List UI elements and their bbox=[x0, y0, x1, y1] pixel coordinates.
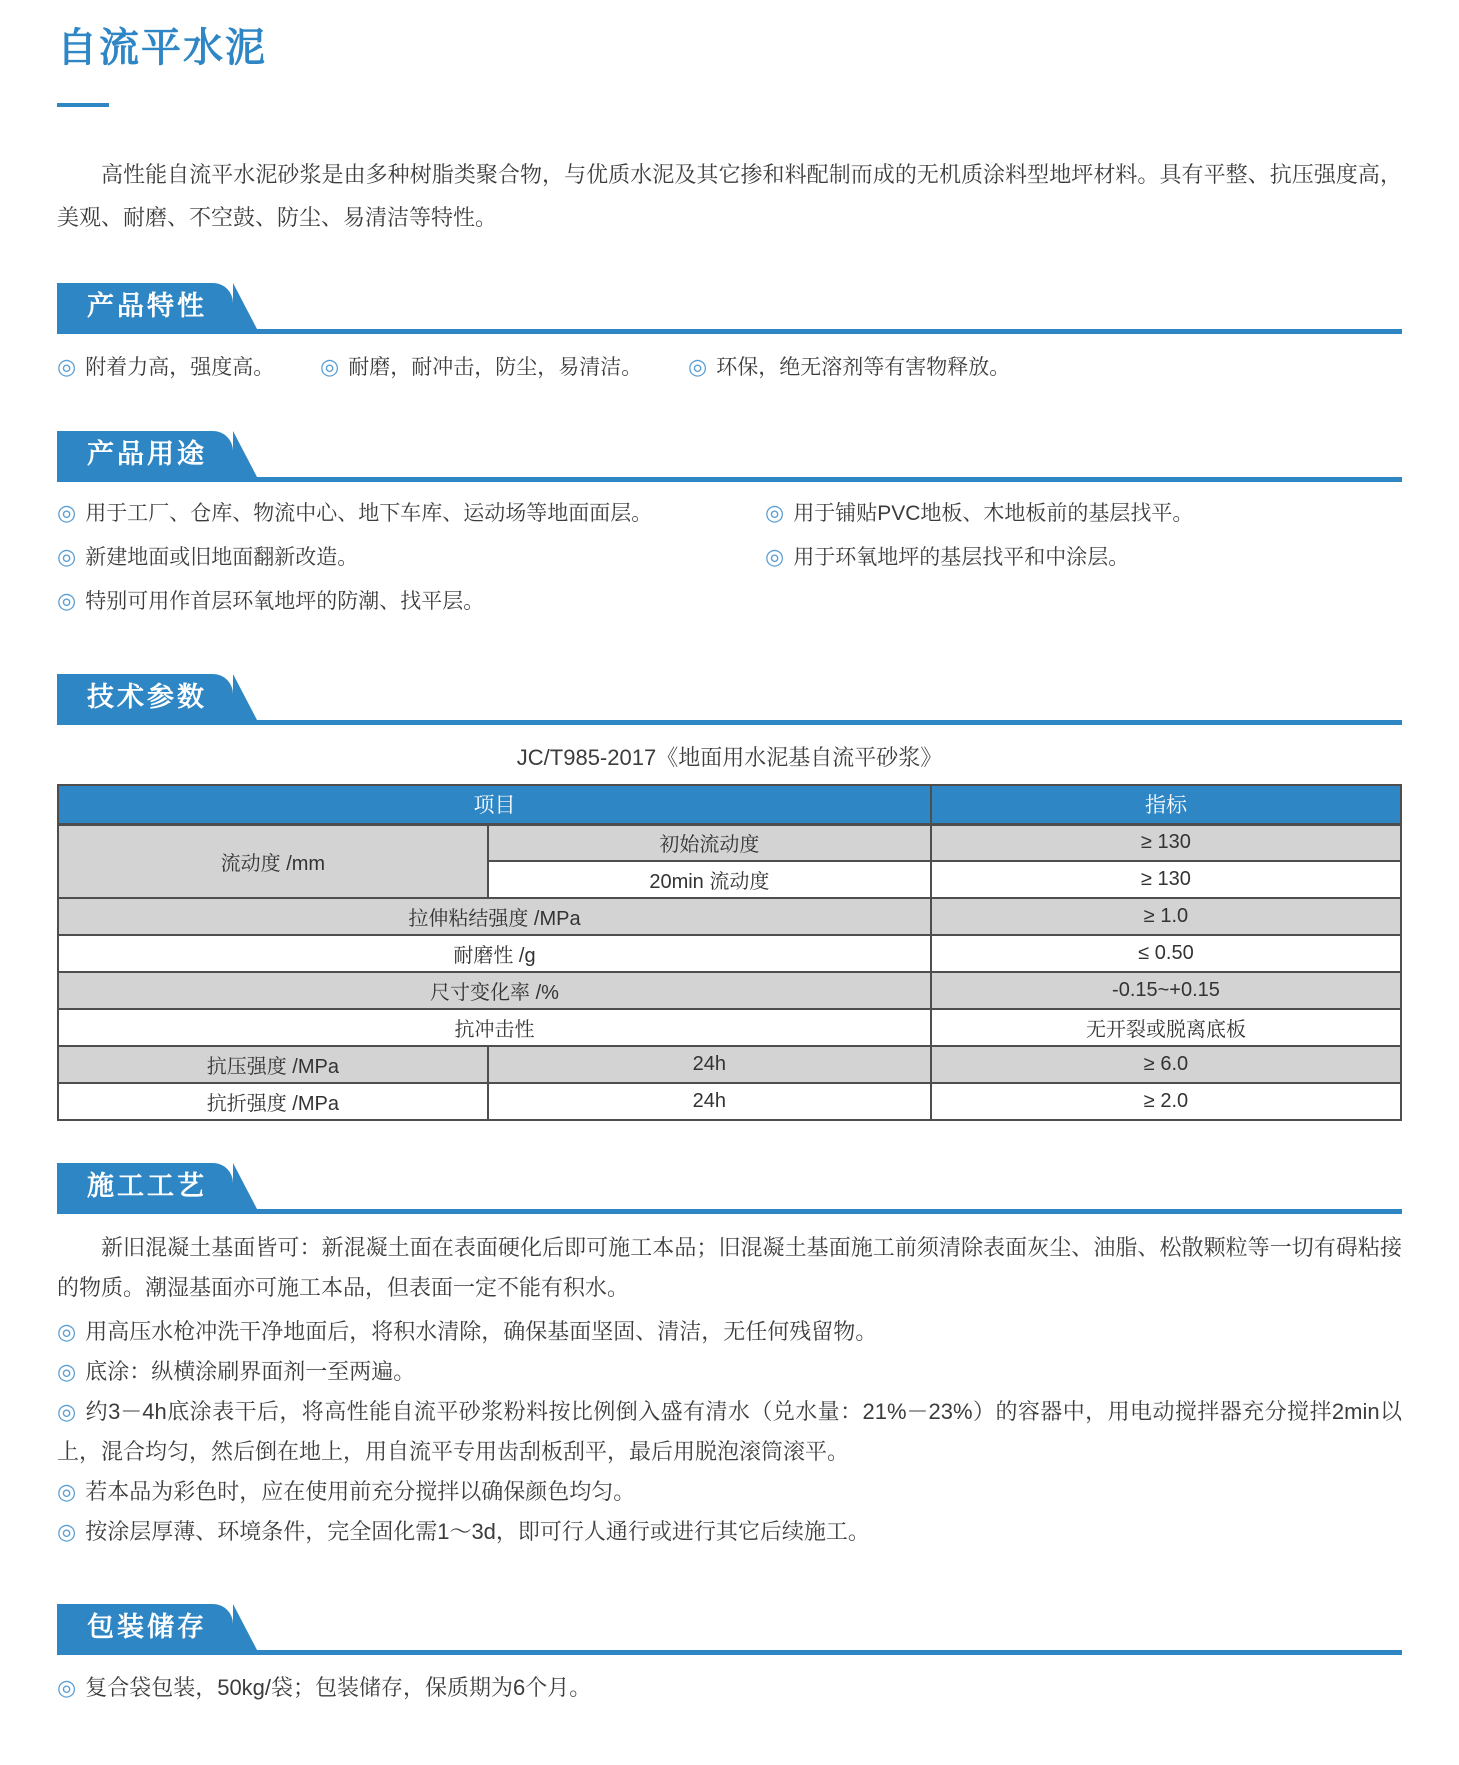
bullet-icon: ◎ bbox=[765, 544, 785, 569]
list-item-text: 用于铺贴PVC地板、木地板前的基层找平。 bbox=[793, 502, 1194, 525]
list-item-text: 特别可用作首层环氧地坪的防潮、找平层。 bbox=[85, 590, 485, 613]
list-item bbox=[57, 1312, 1402, 1352]
section-features bbox=[57, 283, 1402, 385]
list-item bbox=[57, 496, 765, 531]
section-tech-params bbox=[57, 674, 1402, 1121]
uses-column-right bbox=[765, 496, 1402, 628]
list-item-text: 若本品为彩色时，应在使用前充分搅拌以确保颜色均匀。 bbox=[85, 1479, 636, 1504]
section-heading-bar bbox=[57, 674, 1402, 725]
list-item bbox=[57, 1352, 1402, 1392]
cell-flexural-value: ≥ 2.0 bbox=[931, 1083, 1401, 1120]
section-title: 施工工艺 bbox=[87, 1171, 207, 1201]
bullet-icon: ◎ bbox=[57, 1519, 77, 1544]
table-row bbox=[58, 898, 1401, 935]
section-heading-bar bbox=[57, 1604, 1402, 1655]
section-heading-bar bbox=[57, 283, 1402, 334]
header-cell-index: 指标 bbox=[931, 785, 1401, 824]
list-item bbox=[765, 540, 1402, 575]
table-caption: JC/T985-2017《地面用水泥基自流平砂浆》 bbox=[516, 745, 943, 770]
bullet-icon: ◎ bbox=[57, 544, 77, 569]
bullet-icon: ◎ bbox=[57, 1359, 77, 1384]
table-row bbox=[58, 824, 1401, 861]
cell-abrasion: 耐磨性 /g bbox=[58, 935, 931, 972]
bullet-icon: ◎ bbox=[688, 354, 708, 379]
cell-dimension-value: -0.15~+0.15 bbox=[931, 972, 1401, 1009]
section-process bbox=[57, 1163, 1402, 1552]
cell-compressive-value: ≥ 6.0 bbox=[931, 1046, 1401, 1083]
section-tab-uses bbox=[57, 431, 233, 477]
list-item-text: 附着力高，强度高。 bbox=[85, 356, 275, 379]
table-header-row bbox=[58, 785, 1401, 824]
section-tab-process bbox=[57, 1163, 233, 1209]
bullet-icon: ◎ bbox=[57, 588, 77, 613]
list-item bbox=[57, 584, 765, 619]
page-title: 自流平水泥 bbox=[57, 26, 267, 70]
cell-dimension: 尺寸变化率 /% bbox=[58, 972, 931, 1009]
section-title: 产品用途 bbox=[87, 439, 207, 469]
list-item-text: 耐磨，耐冲击，防尘，易清洁。 bbox=[348, 356, 643, 379]
table-row bbox=[58, 935, 1401, 972]
bullet-icon: ◎ bbox=[765, 500, 785, 525]
cell-tensile-value: ≥ 1.0 bbox=[931, 898, 1401, 935]
list-item bbox=[57, 1392, 1402, 1472]
list-item bbox=[57, 1512, 1402, 1552]
bullet-icon: ◎ bbox=[57, 1479, 77, 1504]
cell-flow-later-value: ≥ 130 bbox=[931, 861, 1401, 898]
list-item-text: 用于环氧地坪的基层找平和中涂层。 bbox=[793, 546, 1130, 569]
intro-paragraph: 高性能自流平水泥砂浆是由多种树脂类聚合物，与优质水泥及其它掺和料配制而成的无机质涂料型地坪材料。具有平整、抗压强度高，美观、耐磨、不空鼓、防尘、易清洁等特性。 bbox=[57, 162, 1402, 230]
table-row bbox=[58, 972, 1401, 1009]
title-underline bbox=[57, 103, 109, 107]
section-uses bbox=[57, 431, 1402, 628]
list-item-text: 按涂层厚薄、环境条件，完全固化需1～3d，即可行人通行或进行其它后续施工。 bbox=[85, 1519, 870, 1544]
section-packaging bbox=[57, 1604, 1402, 1705]
list-item-text: 底涂：纵横涂刷界面剂一至两遍。 bbox=[85, 1359, 416, 1384]
cell-compressive: 抗压强度 /MPa bbox=[58, 1046, 488, 1083]
section-title: 包装储存 bbox=[87, 1612, 207, 1642]
uses-list bbox=[57, 496, 1402, 628]
list-item bbox=[57, 540, 765, 575]
list-item bbox=[57, 1671, 1402, 1705]
list-item bbox=[688, 350, 1010, 385]
section-tab-tech bbox=[57, 674, 233, 720]
table-row bbox=[58, 1046, 1401, 1083]
process-paragraph: 新旧混凝土基面皆可：新混凝土面在表面硬化后即可施工本品；旧混凝土基面施工前须清除表面灰尘、油脂、松散颗粒等一切有碍粘接的物质。潮湿基面亦可施工本品，但表面一定不能有积水。 bbox=[57, 1235, 1402, 1300]
cell-flow-later: 20min 流动度 bbox=[488, 861, 931, 898]
section-tab-features bbox=[57, 283, 233, 329]
cell-abrasion-value: ≤ 0.50 bbox=[931, 935, 1401, 972]
uses-column-left bbox=[57, 496, 765, 628]
list-item bbox=[765, 496, 1402, 531]
list-item-text: 新建地面或旧地面翻新改造。 bbox=[85, 546, 359, 569]
cell-tensile: 拉伸粘结强度 /MPa bbox=[58, 898, 931, 935]
bullet-icon: ◎ bbox=[57, 1319, 77, 1344]
cell-impact-value: 无开裂或脱离底板 bbox=[931, 1009, 1401, 1046]
section-title: 产品特性 bbox=[87, 291, 207, 321]
table-row bbox=[58, 1083, 1401, 1120]
list-item-text: 复合袋包装，50kg/袋；包装储存，保质期为6个月。 bbox=[85, 1675, 592, 1700]
list-item-text: 约3－4h底涂表干后，将高性能自流平砂浆粉料按比例倒入盛有清水（兑水量：21%－23%）的容器中，用电动搅拌器充分搅拌2min以上，混合均匀，然后倒在地上，用自流平专用齿刮板刮平，最后用脱泡滚筒滚平。 bbox=[57, 1399, 1402, 1464]
tech-params-table bbox=[57, 784, 1402, 1121]
list-item bbox=[57, 350, 320, 385]
list-item bbox=[320, 350, 688, 385]
bullet-icon: ◎ bbox=[320, 354, 340, 379]
cell-flow-initial: 初始流动度 bbox=[488, 824, 931, 861]
list-item bbox=[57, 1472, 1402, 1512]
bullet-icon: ◎ bbox=[57, 354, 77, 379]
list-item-text: 用高压水枪冲洗干净地面后，将积水清除，确保基面坚固、清洁，无任何残留物。 bbox=[85, 1319, 878, 1344]
cell-flow-label: 流动度 /mm bbox=[58, 824, 488, 898]
bullet-icon: ◎ bbox=[57, 500, 77, 525]
bullet-icon: ◎ bbox=[57, 1675, 77, 1700]
section-tab-packaging bbox=[57, 1604, 233, 1650]
section-heading-bar bbox=[57, 1163, 1402, 1214]
cell-impact: 抗冲击性 bbox=[58, 1009, 931, 1046]
table-row bbox=[58, 1009, 1401, 1046]
cell-compressive-age: 24h bbox=[488, 1046, 931, 1083]
section-heading-bar bbox=[57, 431, 1402, 482]
cell-flow-initial-value: ≥ 130 bbox=[931, 824, 1401, 861]
features-list bbox=[57, 350, 1402, 385]
process-list bbox=[57, 1312, 1402, 1552]
list-item-text: 环保，绝无溶剂等有害物释放。 bbox=[716, 356, 1011, 379]
section-title: 技术参数 bbox=[87, 682, 207, 712]
cell-flexural: 抗折强度 /MPa bbox=[58, 1083, 488, 1120]
cell-flexural-age: 24h bbox=[488, 1083, 931, 1120]
bullet-icon: ◎ bbox=[57, 1399, 77, 1424]
list-item-text: 用于工厂、仓库、物流中心、地下车库、运动场等地面面层。 bbox=[85, 502, 653, 525]
header-cell-item: 项目 bbox=[58, 785, 931, 824]
